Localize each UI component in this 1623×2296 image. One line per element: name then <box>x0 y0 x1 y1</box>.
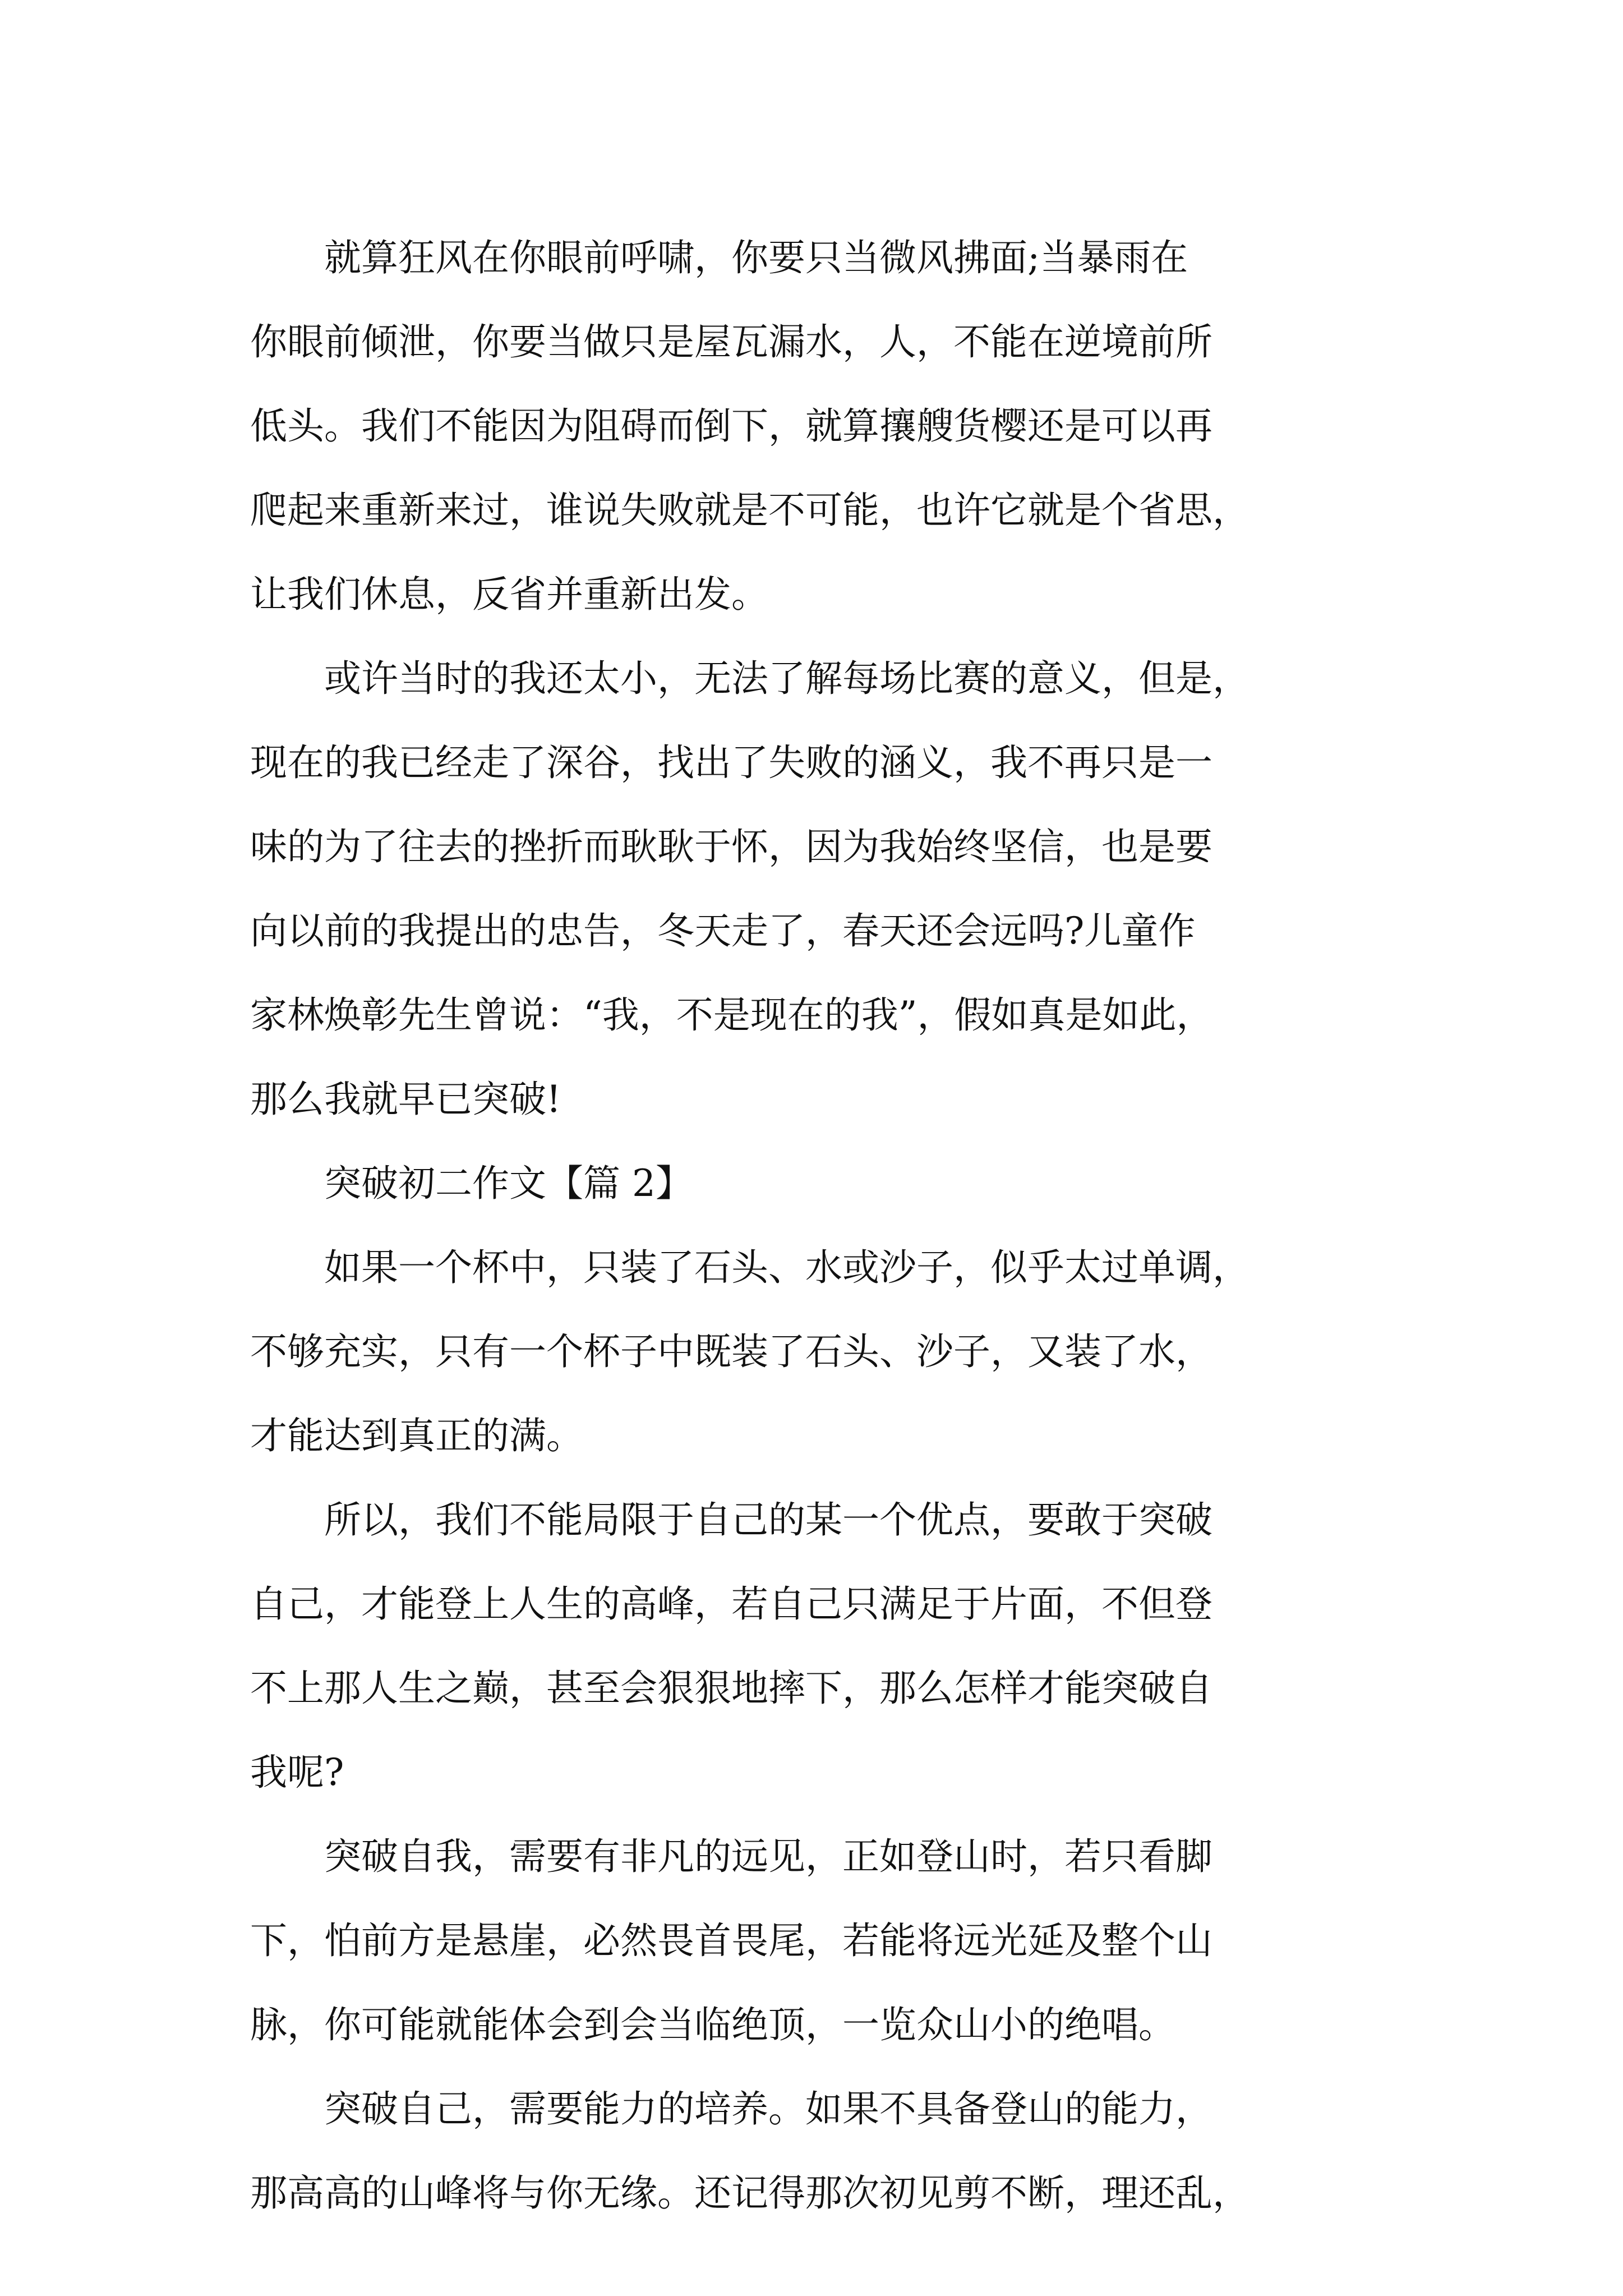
text-line: 脉，你可能就能体会到会当临绝顶，一览众山小的绝唱。 <box>250 2003 1175 2046</box>
section-title: 突破初二作文【篇 2】 <box>324 1162 693 1205</box>
text-line: 味的为了往去的挫折而耿耿于怀，因为我始终坚信，也是要 <box>250 825 1212 868</box>
text-line: 让我们休息，反省并重新出发。 <box>250 573 768 616</box>
section-heading <box>250 1142 1405 1226</box>
text-line: 不上那人生之巅，甚至会狠狠地摔下，那么怎样才能突破自 <box>250 1667 1212 1710</box>
text-line: 或许当时的我还太小，无法了解每场比赛的意义，但是， <box>250 657 1249 700</box>
paragraph-4 <box>250 1478 1405 1815</box>
text-line: 我呢? <box>250 1751 344 1794</box>
text-line: 你眼前倾泄，你要当做只是屋瓦漏水，人，不能在逆境前所 <box>250 320 1212 364</box>
text-line: 那高高的山峰将与你无缘。还记得那次初见剪不断，理还乱， <box>250 2171 1249 2215</box>
text-line: 就算狂风在你眼前呼啸，你要只当微风拂面;当暴雨在 <box>250 236 1188 279</box>
text-line: 低头。我们不能因为阻碍而倒下，就算攘艘货樱还是可以再 <box>250 404 1212 448</box>
text-line: 突破自己，需要能力的培养。如果不具备登山的能力， <box>250 2087 1212 2131</box>
paragraph-3 <box>250 1226 1405 1478</box>
document-body <box>250 216 1405 2235</box>
text-line: 爬起来重新来过，谁说失败就是不可能，也许它就是个省思， <box>250 489 1249 532</box>
text-line: 所以，我们不能局限于自己的某一个优点，要敢于突破 <box>250 1498 1212 1542</box>
paragraph-5 <box>250 1815 1405 2067</box>
text-line: 如果一个杯中，只装了石头、水或沙子，似乎太过单调， <box>250 1246 1249 1289</box>
paragraph-6 <box>250 2067 1405 2235</box>
text-line: 现在的我已经走了深谷，找出了失败的涵义，我不再只是一 <box>250 741 1212 784</box>
text-line: 向以前的我提出的忠告，冬天走了，春天还会远吗?儿童作 <box>250 909 1196 953</box>
text-line: 家林焕彰先生曾说：“我，不是现在的我”，假如真是如此， <box>250 993 1214 1037</box>
paragraph-1 <box>250 216 1405 637</box>
text-line: 那么我就早已突破! <box>250 1078 561 1121</box>
text-line: 下，怕前方是悬崖，必然畏首畏尾，若能将远光延及整个山 <box>250 1919 1212 1962</box>
text-line: 自己，才能登上人生的高峰，若自己只满足于片面，不但登 <box>250 1582 1212 1626</box>
paragraph-2 <box>250 637 1405 1142</box>
text-line: 突破自我，需要有非凡的远见，正如登山时，若只看脚 <box>250 1835 1212 1878</box>
text-line: 才能达到真正的满。 <box>250 1414 583 1457</box>
text-line: 不够充实，只有一个杯子中既装了石头、沙子，又装了水， <box>250 1330 1212 1373</box>
